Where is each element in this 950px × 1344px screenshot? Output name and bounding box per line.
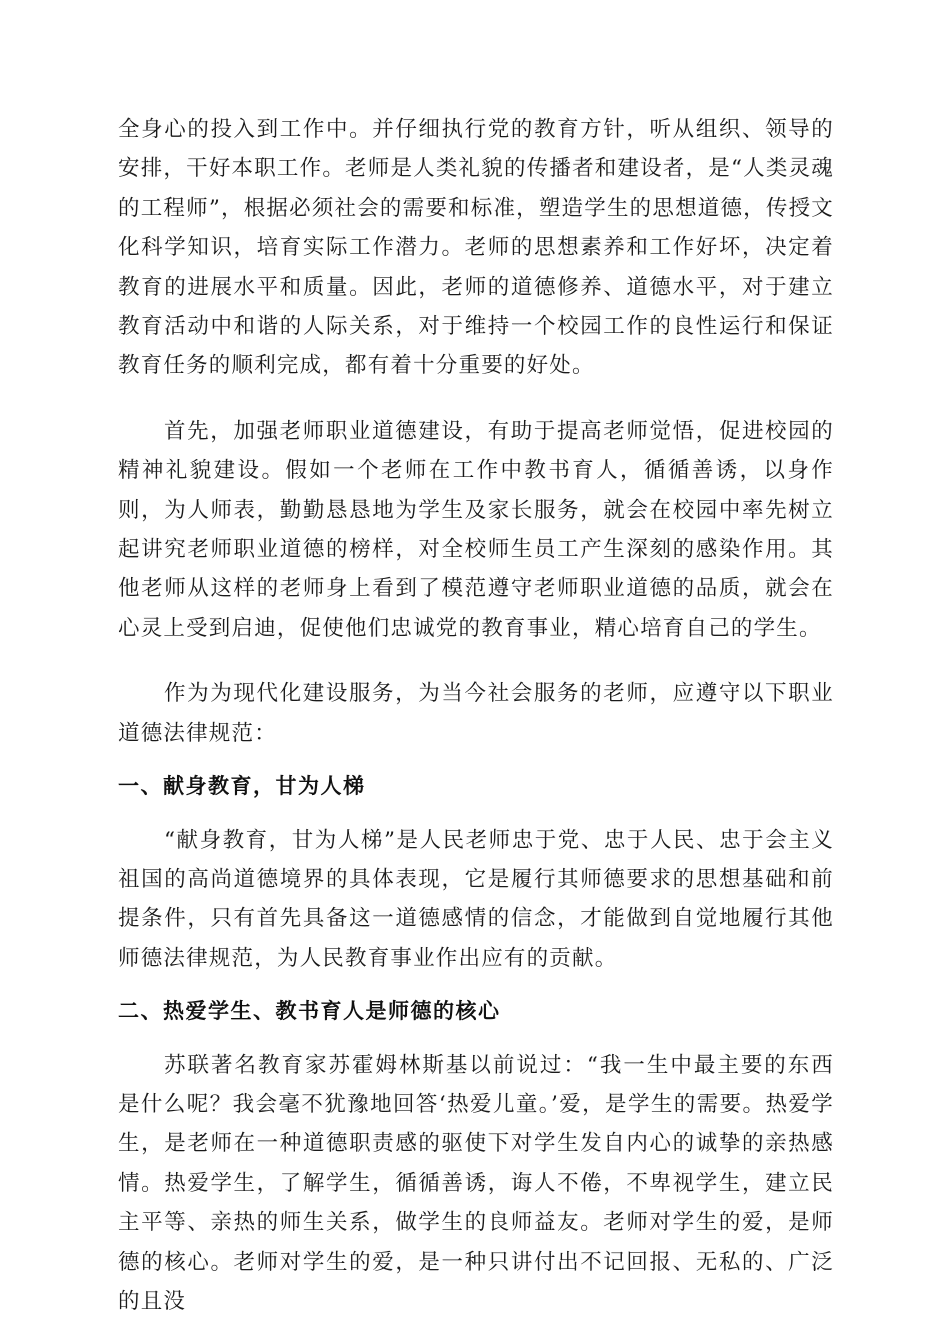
- paragraph-norms-intro: 作为为现代化建设服务，为当今社会服务的老师，应遵守以下职业道德法律规范：: [118, 681, 834, 746]
- paragraph-intro: 全身心的投入到工作中。并仔细执行党的教育方针，听从组织、领导的安排，干好本职工作。老师是人类礼貌的传播者和建设者，是“人类灵魂的工程师”，根据必须社会的需要和标准，塑造学生的思想道德，传授文化科学知识，培育实际工作潜力。老师的思想素养和工作好坏，决定着教育的进展水平和质量。因此，老师的道德修养、道德水平，对于建立教育活动中和谐的人际关系，对于维持一个校园工作的良性运行和保证教育任务的顺利完成，都有着十分重要的好处。: [118, 117, 834, 379]
- paragraph-first-point: 首先，加强老师职业道德建设，有助于提高老师觉悟，促进校园的精神礼貌建设。假如一个老师在工作中教书育人，循循善诱，以身作则，为人师表，勤勤恳恳地为学生及家长服务，就会在校园中率先树立起讲究老师职业道德的榜样，对全校师生员工产生深刻的感染作用。其他老师从这样的老师身上看到了模范遵守老师职业道德的品质，就会在心灵上受到启迪，促使他们忠诚党的教育事业，精心培育自己的学生。: [118, 418, 834, 641]
- heading-section-2: 二、热爱学生、教书育人是师德的核心: [118, 999, 501, 1024]
- paragraph-section-2: 苏联著名教育家苏霍姆林斯基以前说过：“我一生中最主要的东西是什么呢？我会毫不犹豫地回答‘热爱儿童。’爱，是学生的需要。热爱学生，是老师在一种道德职责感的驱使下对学生发自内心的诚挚的亲热感情。热爱学生，了解学生，循循善诱，诲人不倦，不卑视学生，建立民主平等、亲热的师生关系，做学生的良师益友。老师对学生的爱，是师德的核心。老师对学生的爱，是一种只讲付出不记回报、无私的、广泛的且没: [118, 1052, 834, 1314]
- document-page: [118, 110, 834, 1321]
- heading-section-1: 一、献身教育，甘为人梯: [118, 774, 366, 799]
- paragraph-section-1: “献身教育，甘为人梯”是人民老师忠于党、忠于人民、忠于会主义祖国的高尚道德境界的具体表现，它是履行其师德要求的思想基础和前提条件，只有首先具备这一道德感情的信念，才能做到自觉地履行其他师德法律规范，为人民教育事业作出应有的贡献。: [118, 827, 834, 971]
